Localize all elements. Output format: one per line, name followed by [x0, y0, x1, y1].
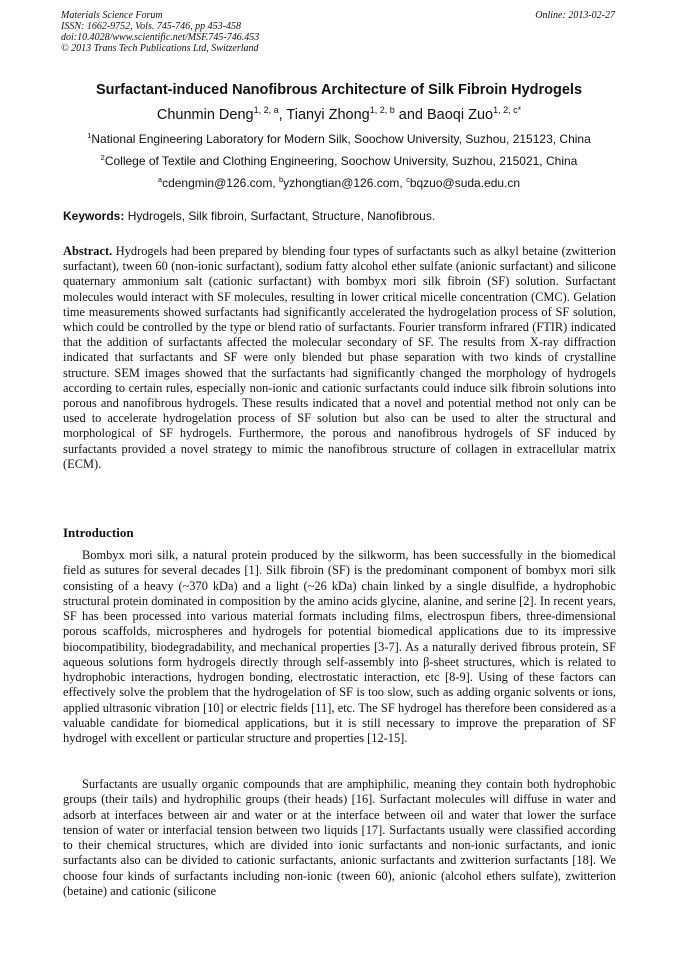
- email-address: bqzuo@suda.edu.cn: [409, 176, 521, 190]
- keywords-text: Hydrogels, Silk fibroin, Surfactant, Structure, Nanofibrous.: [124, 209, 436, 223]
- email-line: [0, 175, 678, 190]
- author-affiliation-marker: 1, 2, b: [369, 105, 395, 115]
- email-marker: a: [157, 175, 163, 184]
- keywords-label: Keywords:: [63, 209, 125, 223]
- affiliation: [0, 153, 678, 168]
- affiliation: [0, 131, 678, 146]
- author-affiliation-marker: 1, 2, c*: [493, 105, 522, 115]
- abstract-label: Abstract.: [63, 244, 113, 258]
- body-paragraph: Bombyx mori silk, a natural protein produced by the silkworm, has been successfully in the biomedical field as sutures for several decades [1]. Silk fibroin (SF) is the predominant component of bombyx mori silk consisting of a heavy (~370 kDa) and a light (~26 kDa) chain linked by a single disulfide, a hydrophobic structural protein dominated in composition by the amino acids glycine, alanine, and serine [2]. In recent years, SF has been processed into various material formats including films, electrospun fibers, three-dimensional porous scaffolds, microspheres and hydrogels for potential biomedical applications due to its impressive biocompatibility, biodegradability, and mechanical properties [3-7]. As a naturally derived fibrous protein, SF aqueous solutions form hydrogels directly through self-assembly into β-sheet structures, which is related to hydrophobic interactions, hydrogen bonding, electrostatic interaction, etc [8-9]. Using of these factors can effectively solve the problem that the hydrogelation of SF is too slow, such as adding organic solvents or ions, applied ultrasonic vibration [10] or electric fields [11], etc. The SF hydrogel has therefore been considered as a valuable candidate for biomedical applications, but it is still necessary to improve the preparation of SF hydrogel with excellent or particular structure and properties [12-15].: [63, 548, 616, 745]
- author-name: Tianyi Zhong: [286, 107, 370, 123]
- abstract: [63, 244, 616, 472]
- author-affiliation-marker: 1, 2, a: [253, 105, 279, 115]
- section-heading-introduction: Introduction: [63, 525, 134, 540]
- email-marker: c: [406, 175, 410, 184]
- body-paragraph: Surfactants are usually organic compounds that are amphiphilic, meaning they contain both hydrophobic groups (their tails) and hydrophilic groups (their heads) [16]. Surfactant molecules will diffuse in water and adsorb at interfaces between air and water or at the interface between oil and water that lower the surface tension of water or interfacial tension between two liquids [17]. Surfactants usually were classified according to their chemical structures, which are divided into ionic surfactants and non-ionic surfactants, and ionic surfactants also can be divided to cationic surfactants, anionic surfactants and zwitterion surfactants [18]. We choose four kinds of surfactants including non-ionic (tween 60), anionic (alcohol ethers sulfate), zwitterion (betaine) and cationic (silicone: [63, 777, 616, 898]
- journal-header: [61, 10, 259, 54]
- abstract-text: Hydrogels had been prepared by blending four types of surfactants such as alkyl betaine (zwitterion surfactant), tween 60 (non-ionic surfactant), sodium fatty alcohol ether sulfate (anionic surfactant) and silicone quaternary ammonium salt (cationic surfactant) with bombyx mori silk fibroin (SF) solution. Surfactant molecules would interact with SF molecules, resulting in lower critical micelle concentration (CMC). Gelation time measurements showed surfactants had significantly accelerated the hydrogelation process of SF solution, which could be controlled by the type or blend ratio of surfactants. Fourier transform infrared (FTIR) indicated that the addition of surfactants affected the molecular secondary of SF. The results from X-ray diffraction indicated that surfactants and SF were only blended but phase separation with two kinds of crystalline structure. SEM images showed that the surfactants had significantly changed the morphology of hydrogels according to certain rules, especially non-ionic and cationic surfactants could induce silk fibroin solutions into porous and nanofibrous hydrogels. These results indicated that a novel and potential method not only can be used to accelerate hydrogelation process of SF solution but also can be used to alter the structural and morphological of SF hydrogels. Furthermore, the porous and nanofibrous hydrogels of SF induced by surfactants provided a novel strategy to mimic the nanofibrous structure of collagen in extracellular matrix (ECM).: [63, 244, 616, 471]
- online-date: Online: 2013-02-27: [535, 10, 615, 21]
- doi-line: doi:10.4028/www.scientific.net/MSF.745-746.453: [61, 32, 260, 43]
- keywords: [63, 209, 435, 223]
- journal-name: Materials Science Forum: [61, 10, 163, 21]
- copyright-line: © 2013 Trans Tech Publications Ltd, Switzerland: [61, 43, 259, 54]
- email-address: yzhongtian@126.com,: [283, 176, 407, 190]
- author-separator: and: [394, 107, 427, 123]
- paper-title: Surfactant-induced Nanofibrous Architecture of Silk Fibroin Hydrogels: [95, 82, 583, 98]
- affiliation-text: College of Textile and Clothing Engineering, Soochow University, Suzhou, 215021, China: [104, 154, 578, 168]
- email-address: cdengmin@126.com,: [162, 176, 279, 190]
- affiliation-marker: 1: [87, 131, 92, 140]
- author-name: Chunmin Deng: [156, 107, 254, 123]
- author-name: Baoqi Zuo: [427, 107, 494, 123]
- author-list: [0, 105, 678, 123]
- author-separator: ,: [278, 107, 287, 123]
- affiliation-marker: 2: [100, 153, 105, 162]
- email-marker: b: [278, 175, 284, 184]
- affiliation-text: National Engineering Laboratory for Modern Silk, Soochow University, Suzhou, 215123, China: [91, 132, 591, 146]
- issn-line: ISSN: 1662-9752, Vols. 745-746, pp 453-458: [61, 21, 241, 32]
